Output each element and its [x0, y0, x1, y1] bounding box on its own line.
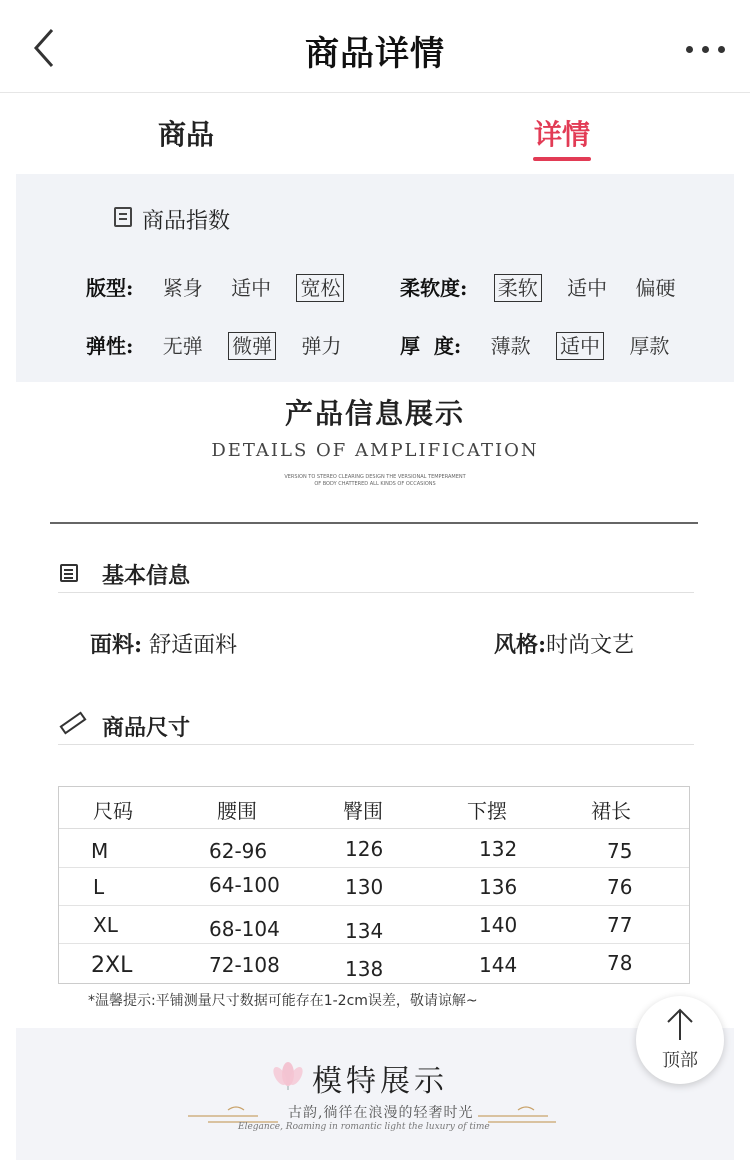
fineprint-line: VERSION TO STEREO CLEARING DESIGN THE VERSIONAL TEMPERAMENT: [284, 474, 466, 480]
tab-bar: [0, 93, 750, 171]
size-heading: 商品尺寸: [102, 715, 191, 741]
elasticity-option-selected: 微弹: [228, 332, 276, 360]
model-subtitle: 古韵,徜徉在浪漫的轻奢时光: [288, 1105, 474, 1121]
elasticity-option: 弹力: [301, 334, 342, 358]
thickness-row: [400, 330, 680, 360]
tab-goods[interactable]: 商品: [158, 118, 215, 151]
fineprint-line: OF BODY CHATTERED ALL KINDS OF OCCASIONS: [314, 481, 436, 487]
table-cell: 64-100: [209, 873, 280, 897]
table-cell: 72-108: [209, 953, 280, 977]
softness-row: [400, 272, 686, 302]
back-to-top-button[interactable]: [636, 996, 724, 1084]
style-info: [494, 628, 634, 659]
top-bar: [0, 0, 750, 93]
fabric-value: 舒适面料: [149, 633, 238, 658]
thickness-option: 薄款: [490, 334, 531, 358]
table-cell: 77: [607, 913, 633, 937]
cloud-ornament-icon: [478, 1104, 558, 1130]
fabric-info: [90, 628, 237, 659]
table-cell: 68-104: [209, 917, 280, 941]
model-english-caption: Elegance, Roaming in romantic light the luxury of time: [238, 1122, 490, 1132]
table-cell: 76: [607, 875, 633, 899]
elasticity-row: [86, 330, 352, 360]
active-tab-indicator: [533, 157, 591, 161]
fit-row: [86, 272, 352, 302]
page-title: 商品详情: [305, 34, 445, 74]
table-cell: L: [93, 875, 105, 899]
table-cell: 134: [345, 919, 384, 943]
table-cell: 126: [345, 837, 384, 861]
heading-underline: [58, 592, 694, 593]
clipboard-icon: [114, 207, 132, 227]
more-options-icon[interactable]: [684, 30, 728, 66]
table-cell: XL: [93, 913, 118, 937]
thickness-option: 厚款: [629, 334, 670, 358]
fit-option-selected: 宽松: [296, 274, 344, 302]
table-header-cell: 臀围: [343, 799, 383, 823]
measurement-tip: *温馨提示:平铺测量尺寸数据可能存在1-2cm误差，敬请谅解~: [88, 993, 478, 1009]
tab-details[interactable]: 详情: [534, 118, 591, 151]
softness-option: 偏硬: [635, 276, 676, 300]
table-header-cell: 腰围: [217, 799, 257, 823]
table-cell: 78: [607, 951, 633, 975]
table-row: [59, 867, 689, 905]
fit-option: 紧身: [162, 276, 203, 300]
elasticity-option: 无弹: [162, 334, 203, 358]
heading-underline: [58, 744, 694, 745]
thickness-label: 厚 度:: [400, 334, 462, 358]
table-cell: 2XL: [91, 953, 133, 978]
ruler-icon: [59, 711, 86, 734]
basic-info-heading: 基本信息: [102, 563, 191, 589]
table-header-cell: 尺码: [93, 799, 133, 823]
thickness-option-selected: 适中: [556, 332, 604, 360]
section-divider: [50, 522, 698, 524]
softness-option-selected: 柔软: [494, 274, 542, 302]
elasticity-label: 弹性:: [86, 334, 134, 358]
table-row: [59, 905, 689, 943]
document-icon: [60, 564, 78, 582]
fit-label: 版型:: [86, 276, 134, 300]
back-to-top-label: 顶部: [662, 1050, 698, 1071]
fit-option: 适中: [231, 276, 272, 300]
product-info-title: 产品信息展示: [284, 397, 465, 430]
table-cell: 144: [479, 953, 518, 977]
product-index-panel: [16, 174, 734, 382]
softness-label: 柔软度:: [400, 276, 468, 300]
table-cell: 75: [607, 839, 633, 863]
table-header-cell: 裙长: [591, 799, 631, 823]
table-cell: M: [91, 839, 109, 863]
table-row: [59, 829, 689, 867]
softness-option: 适中: [567, 276, 608, 300]
table-cell: 130: [345, 875, 384, 899]
table-cell: 132: [479, 837, 518, 861]
style-label: 风格:: [494, 632, 547, 658]
table-header-row: [59, 787, 689, 829]
table-cell: 136: [479, 875, 518, 899]
lotus-icon: [266, 1046, 310, 1090]
fabric-label: 面料:: [90, 632, 143, 658]
table-cell: 138: [345, 957, 384, 981]
table-cell: 140: [479, 913, 518, 937]
index-title: 商品指数: [142, 209, 231, 234]
product-info-subtitle: DETAILS OF AMPLIFICATION: [211, 440, 539, 461]
table-header-cell: 下摆: [467, 799, 507, 823]
product-info-fineprint: [0, 474, 750, 488]
arrow-up-icon: [666, 1008, 694, 1042]
table-cell: 62-96: [209, 839, 268, 863]
style-value: 时尚文艺: [546, 633, 635, 658]
size-table: [58, 786, 690, 984]
model-title: 模特展示: [312, 1064, 448, 1099]
table-row: [59, 943, 689, 983]
